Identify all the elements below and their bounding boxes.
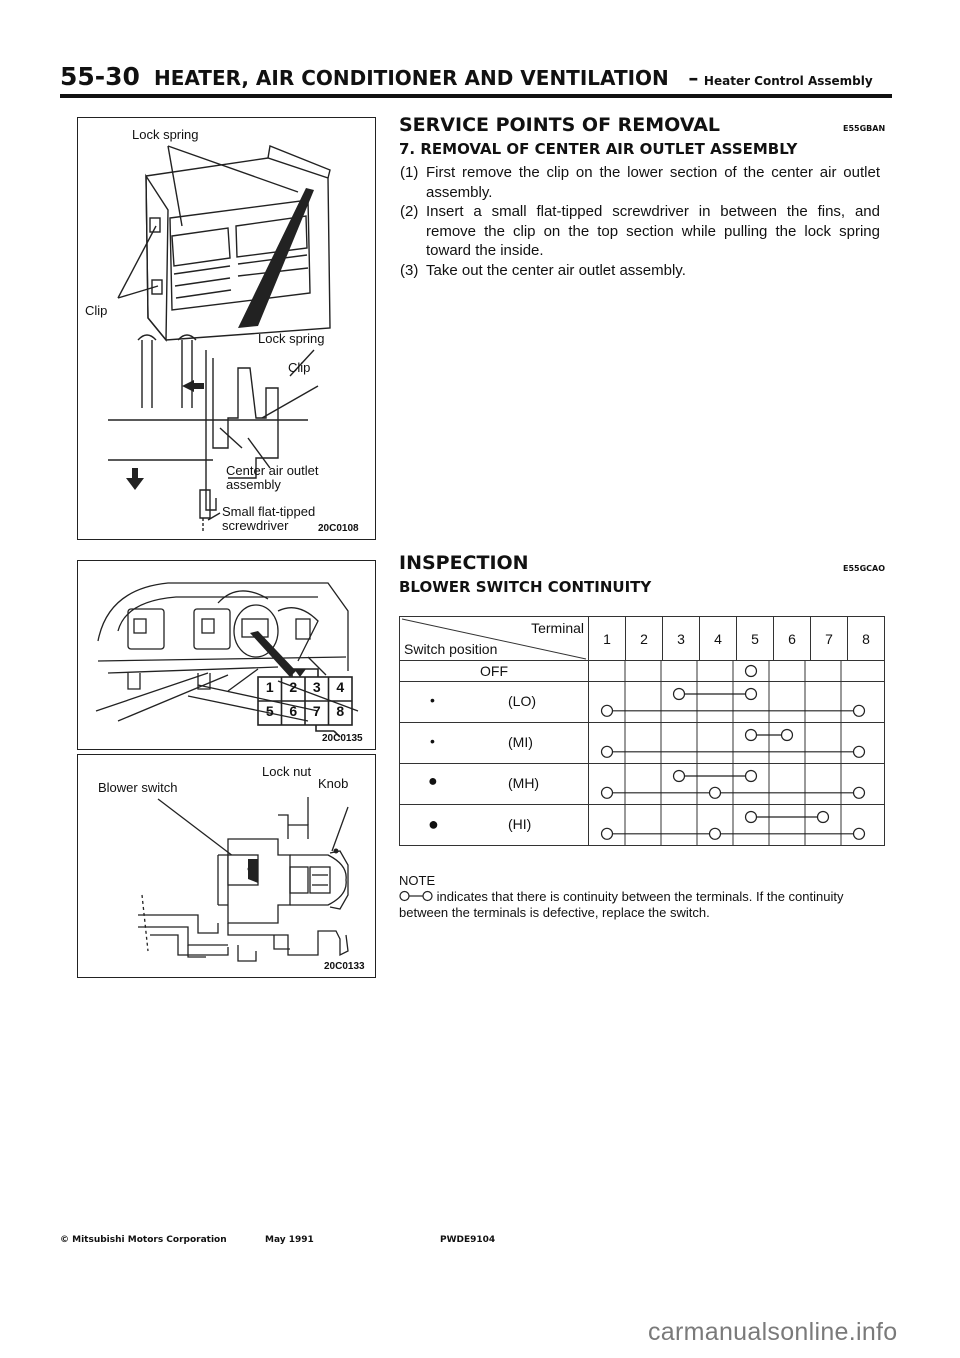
continuity-cell xyxy=(589,723,885,764)
terminal-node-8 xyxy=(854,787,865,798)
watermark: carmanualsonline.info xyxy=(648,1318,898,1346)
page-number: 55-30 xyxy=(60,62,140,91)
terminal-node-8 xyxy=(854,828,865,839)
label-lock-spring-top: Lock spring xyxy=(132,127,199,142)
terminal-header: 8 xyxy=(848,617,885,661)
terminal-node-4 xyxy=(710,787,721,798)
continuity-diagram xyxy=(589,805,877,845)
removal-steps xyxy=(400,163,880,280)
terminal-node-8 xyxy=(854,705,865,716)
connector-pin-grid xyxy=(258,677,352,725)
note-body xyxy=(399,889,879,921)
terminal-header: 4 xyxy=(700,617,737,661)
table-row xyxy=(400,661,885,682)
label-lock-nut: Lock nut xyxy=(262,764,312,779)
terminal-node-8 xyxy=(854,746,865,757)
page-subtitle: Heater Control Assembly xyxy=(703,74,873,88)
switch-position-cell xyxy=(400,805,589,846)
switch-position-cell xyxy=(400,661,589,682)
connector-pin-6: 6 xyxy=(289,703,298,719)
continuity-cell xyxy=(589,661,885,682)
connector-pin-1: 1 xyxy=(265,679,274,695)
footer-copyright: © Mitsubishi Motors Corporation xyxy=(60,1235,227,1245)
continuity-cell xyxy=(589,805,885,846)
terminal-node-5 xyxy=(746,771,757,782)
label-screwdriver-line1: Small flat-tipped xyxy=(222,504,316,519)
table-header-row xyxy=(400,617,885,661)
terminal-node-1 xyxy=(602,828,613,839)
removal-step: (2) Insert a small flat-tipped screwdriver in between the fins, and remove the clip on the top section while pulling the lock spring toward the inside. xyxy=(400,203,880,259)
terminal-header: 6 xyxy=(774,617,811,661)
label-clip-detail: Clip xyxy=(288,360,311,375)
terminal-node-1 xyxy=(602,787,613,798)
terminal-header: 1 xyxy=(589,617,626,661)
header-rule xyxy=(60,94,892,98)
continuity-cell xyxy=(589,764,885,805)
figure-switch-connector xyxy=(77,560,376,750)
inspection-heading: INSPECTION xyxy=(399,552,529,574)
label-blower-switch: Blower switch xyxy=(98,780,178,795)
figure-code: 20C0133 xyxy=(324,961,365,972)
corner-terminal-label: Terminal xyxy=(531,620,584,636)
terminal-node-7 xyxy=(818,812,829,823)
terminal-node-4 xyxy=(710,828,721,839)
removal-subheading: 7. REMOVAL OF CENTER AIR OUTLET ASSEMBLY xyxy=(399,140,798,158)
terminal-node-5 xyxy=(746,666,757,677)
terminal-node-3 xyxy=(674,689,685,700)
switch-dot: ● xyxy=(428,814,439,834)
switch-position-label: (LO) xyxy=(508,693,536,709)
figure-blower-switch xyxy=(77,754,376,978)
removal-code: E55GBAN xyxy=(843,124,886,133)
footer-doc-code: PWDE9104 xyxy=(440,1235,496,1245)
table-row xyxy=(400,805,885,846)
connector-pin-5: 5 xyxy=(265,703,274,719)
figure-code: 20C0135 xyxy=(322,733,363,744)
continuity-diagram xyxy=(589,682,877,722)
terminal-node-6 xyxy=(782,730,793,741)
removal-heading: SERVICE POINTS OF REMOVAL xyxy=(399,114,721,136)
note xyxy=(399,873,879,921)
label-screwdriver-line2: screwdriver xyxy=(222,518,289,533)
switch-dot: • xyxy=(430,733,435,749)
table-row xyxy=(400,764,885,805)
terminal-node-5 xyxy=(746,812,757,823)
switch-position-label: OFF xyxy=(480,663,508,679)
inspection-code: E55GCAO xyxy=(843,564,886,573)
title-separator: – xyxy=(688,66,699,90)
connector-pin-4: 4 xyxy=(336,679,345,695)
switch-position-cell xyxy=(400,723,589,764)
table-row xyxy=(400,723,885,764)
table-row xyxy=(400,682,885,723)
label-center-outlet-line2: assembly xyxy=(226,477,281,492)
terminal-header: 7 xyxy=(811,617,848,661)
switch-position-cell xyxy=(400,764,589,805)
connector-pin-3: 3 xyxy=(312,679,321,695)
connector-pin-7: 7 xyxy=(312,703,321,719)
continuity-symbol-icon xyxy=(399,890,433,902)
figure-code: 20C0108 xyxy=(318,523,359,534)
terminal-header: 3 xyxy=(663,617,700,661)
switch-dot: • xyxy=(430,692,435,708)
label-knob: Knob xyxy=(318,776,349,791)
continuity-table xyxy=(399,616,885,846)
terminal-header: 5 xyxy=(737,617,774,661)
label-center-outlet-line1: Center air outlet xyxy=(226,463,319,478)
terminal-node-5 xyxy=(746,730,757,741)
continuity-diagram xyxy=(589,723,877,763)
corner-switch-label: Switch position xyxy=(404,641,498,657)
inspection-subheading: BLOWER SWITCH CONTINUITY xyxy=(399,578,652,596)
label-lock-spring-detail: Lock spring xyxy=(258,331,325,346)
note-text: indicates that there is continuity between the terminals. If the continuity between the terminals is defective, replace the switch. xyxy=(399,889,844,920)
terminal-node-3 xyxy=(674,771,685,782)
page-title: HEATER, AIR CONDITIONER AND VENTILATION xyxy=(153,66,669,90)
label-clip-left: Clip xyxy=(85,303,108,318)
note-heading: NOTE xyxy=(399,873,436,888)
switch-position-label: (MI) xyxy=(508,734,533,750)
removal-step: (3) Take out the center air outlet assembly. xyxy=(400,261,686,279)
switch-position-label: (MH) xyxy=(508,775,540,791)
terminal-node-5 xyxy=(746,689,757,700)
page-header xyxy=(60,62,873,91)
continuity-diagram xyxy=(589,661,877,681)
continuity-diagram xyxy=(589,764,877,804)
table-corner-cell xyxy=(400,617,589,661)
removal-step: (1) First remove the clip on the lower section of the center air outlet assembly. xyxy=(400,164,880,201)
terminal-header: 2 xyxy=(626,617,663,661)
figure-center-air-outlet xyxy=(77,117,376,540)
terminal-node-1 xyxy=(602,746,613,757)
footer-date: May 1991 xyxy=(265,1235,314,1245)
switch-dot: ● xyxy=(428,773,438,790)
continuity-cell xyxy=(589,682,885,723)
switch-position-cell xyxy=(400,682,589,723)
switch-position-label: (HI) xyxy=(508,816,532,832)
connector-pin-2: 2 xyxy=(289,679,298,695)
connector-pin-8: 8 xyxy=(336,703,345,719)
terminal-node-1 xyxy=(602,705,613,716)
